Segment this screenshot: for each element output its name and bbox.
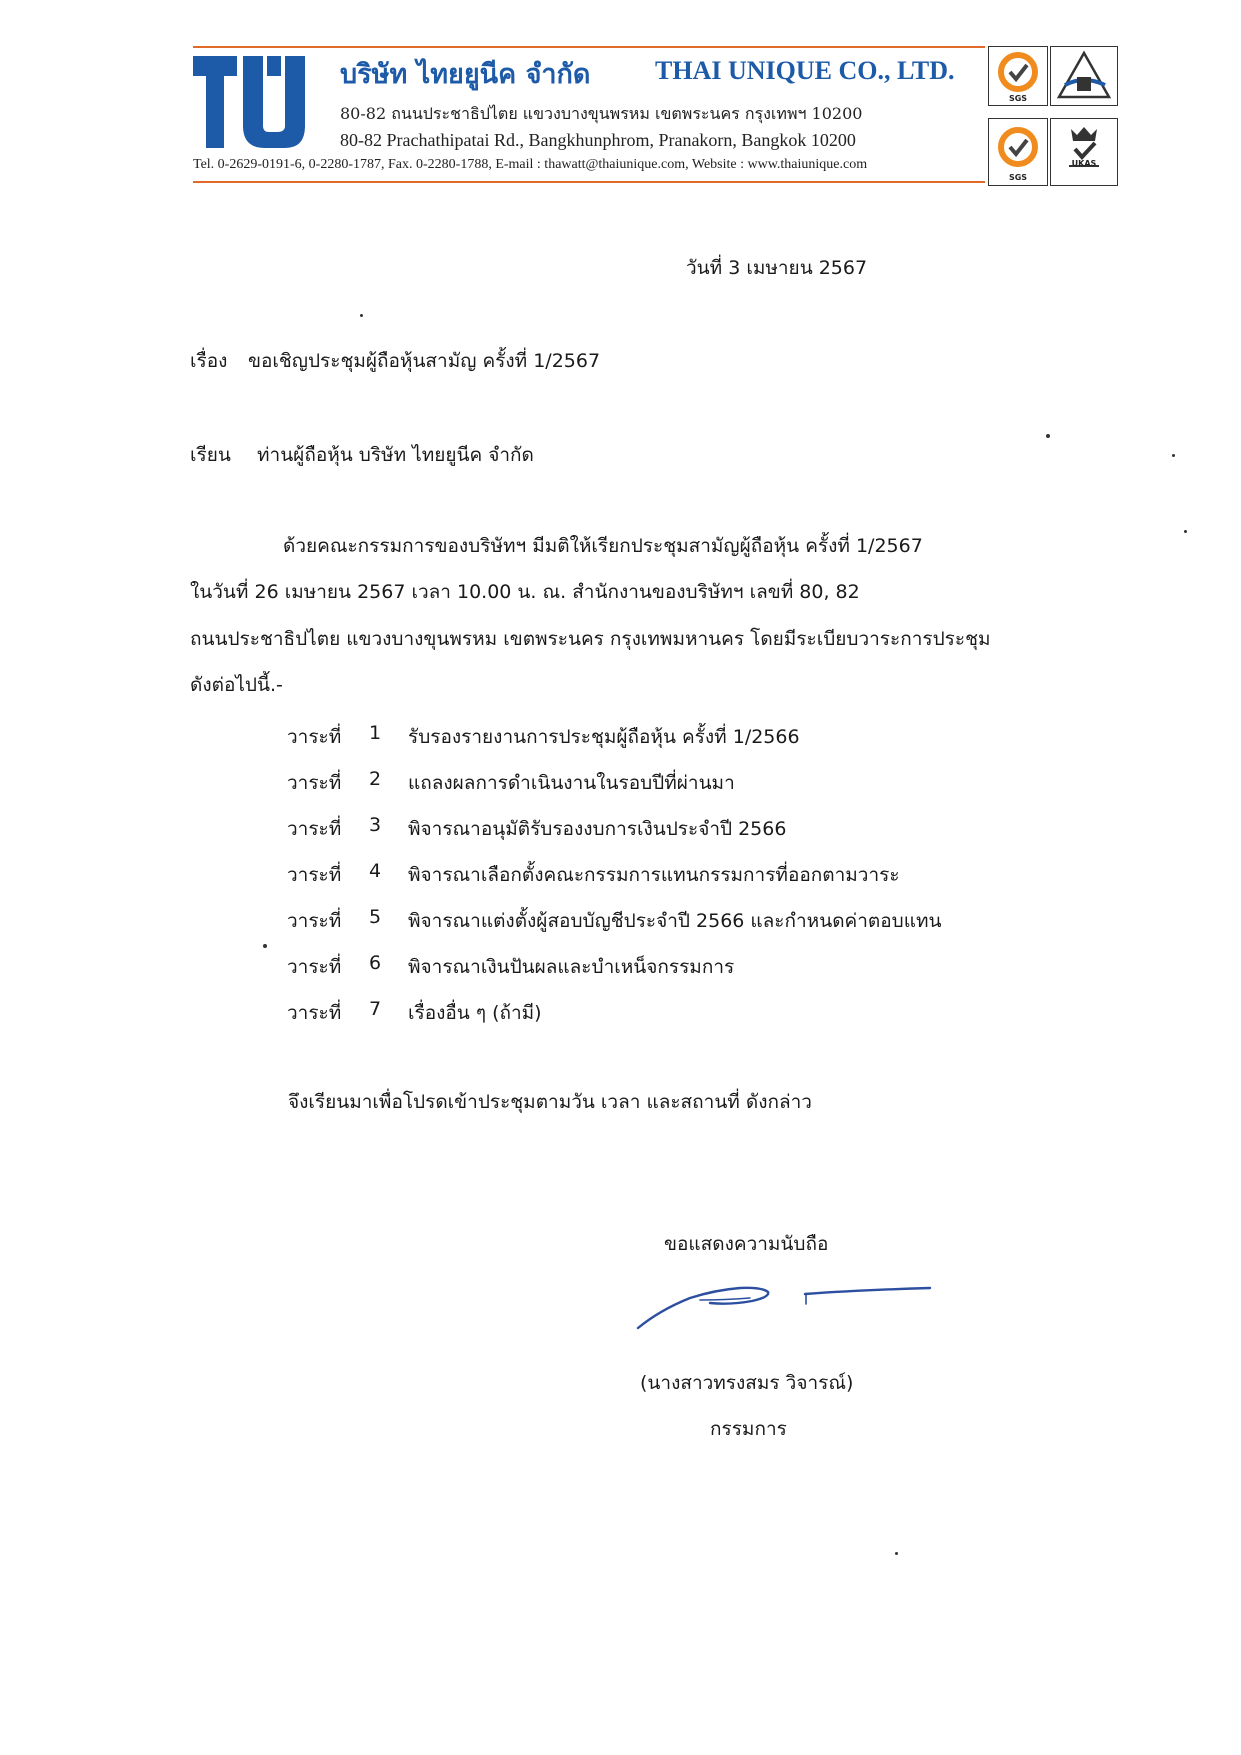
agenda-number: 6 <box>369 952 382 974</box>
subject-label: เรื่อง <box>190 350 228 372</box>
agenda-number: 5 <box>369 906 382 928</box>
scan-speck <box>1172 454 1175 457</box>
agenda-text: พิจารณาเงินปันผลและบำเหน็จกรรมการ <box>408 956 735 978</box>
sgs-certification-badge <box>988 46 1048 106</box>
agenda-text: แถลงผลการดำเนินงานในรอบปีที่ผ่านมา <box>408 772 735 794</box>
agenda-text: รับรองรายงานการประชุมผู้ถือหุ้น ครั้งที่ 1/2566 <box>408 726 800 748</box>
nac-triangle-icon <box>1051 47 1117 105</box>
agenda-label: วาระที่ <box>287 818 342 840</box>
agenda-number: 2 <box>369 768 382 790</box>
agenda-text: พิจารณาอนุมัติรับรองงบการเงินประจำปี 2566 <box>408 818 787 840</box>
paragraph-line-3: ถนนประชาธิปไตย แขวงบางขุนพรหม เขตพระนคร กรุงเทพมหานคร โดยมีระเบียบวาระการประชุม <box>190 628 991 650</box>
agenda-text: พิจารณาแต่งตั้งผู้สอบบัญชีประจำปี 2566 และกำหนดค่าตอบแทน <box>408 910 942 932</box>
ukas-crown-check-icon <box>1051 119 1117 185</box>
signer-position: กรรมการ <box>710 1418 787 1440</box>
paragraph-line-1: ด้วยคณะกรรมการของบริษัทฯ มีมติให้เรียกประชุมสามัญผู้ถือหุ้น ครั้งที่ 1/2567 <box>283 535 923 557</box>
scan-speck <box>1184 530 1187 533</box>
sgs-certification-badge-2 <box>988 118 1048 186</box>
regards-line: ขอแสดงความนับถือ <box>664 1233 829 1255</box>
subject-text: ขอเชิญประชุมผู้ถือหุ้นสามัญ ครั้งที่ 1/2567 <box>248 350 601 372</box>
signer-name: (นางสาวทรงสมร วิจารณ์) <box>640 1372 854 1394</box>
handwritten-signature <box>630 1270 940 1340</box>
ukas-label: UKAS <box>1071 159 1097 168</box>
company-contact-line: Tel. 0-2629-0191-6, 0-2280-1787, Fax. 0-2280-1788, E-mail : thawatt@thaiunique.com, Website : www.thaiunique.com <box>193 157 868 172</box>
agenda-label: วาระที่ <box>287 956 342 978</box>
agenda-number: 4 <box>369 860 382 882</box>
agenda-number: 1 <box>369 722 382 744</box>
sgs-label: SGS <box>1008 94 1028 103</box>
scan-speck <box>1046 434 1050 438</box>
letterhead-bottom-rule <box>193 181 985 183</box>
agenda-number: 3 <box>369 814 382 836</box>
paragraph-line-2: ในวันที่ 26 เมษายน 2567 เวลา 10.00 น. ณ. สำนักงานของบริษัทฯ เลขที่ 80, 82 <box>190 581 860 603</box>
agenda-label: วาระที่ <box>287 910 342 932</box>
agenda-label: วาระที่ <box>287 864 342 886</box>
letter-date: วันที่ 3 เมษายน 2567 <box>686 257 868 279</box>
scan-speck <box>895 1552 898 1555</box>
nac-certification-badge <box>1050 46 1118 106</box>
agenda-number: 7 <box>369 998 382 1020</box>
agenda-text: เรื่องอื่น ๆ (ถ้ามี) <box>408 1002 542 1024</box>
company-logo-icon <box>193 56 305 148</box>
agenda-text: พิจารณาเลือกตั้งคณะกรรมการแทนกรรมการที่ออกตามวาระ <box>408 864 900 886</box>
company-address-english: 80-82 Prachathipatai Rd., Bangkhunphrom, Pranakorn, Bangkok 10200 <box>340 130 856 150</box>
company-name-thai: บริษัท ไทยยูนีค จำกัด <box>340 59 591 90</box>
scan-speck <box>263 944 267 948</box>
agenda-label: วาระที่ <box>287 772 342 794</box>
company-address-thai: 80-82 ถนนประชาธิปไตย แขวงบางขุนพรหม เขตพระนคร กรุงเทพฯ 10200 <box>340 104 863 123</box>
recipient-label: เรียน <box>190 444 231 466</box>
recipient-text: ท่านผู้ถือหุ้น บริษัท ไทยยูนีค จำกัด <box>257 444 534 466</box>
scan-speck <box>360 314 363 317</box>
ukas-certification-badge <box>1050 118 1118 186</box>
agenda-label: วาระที่ <box>287 726 342 748</box>
paragraph-line-4: ดังต่อไปนี้.- <box>190 674 283 696</box>
sgs-label-2: SGS <box>1008 173 1028 182</box>
letterhead-top-rule <box>193 46 985 48</box>
agenda-label: วาระที่ <box>287 1002 342 1024</box>
company-name-english: THAI UNIQUE CO., LTD. <box>655 56 955 85</box>
closing-sentence: จึงเรียนมาเพื่อโปรดเข้าประชุมตามวัน เวลา และสถานที่ ดังกล่าว <box>288 1091 812 1113</box>
